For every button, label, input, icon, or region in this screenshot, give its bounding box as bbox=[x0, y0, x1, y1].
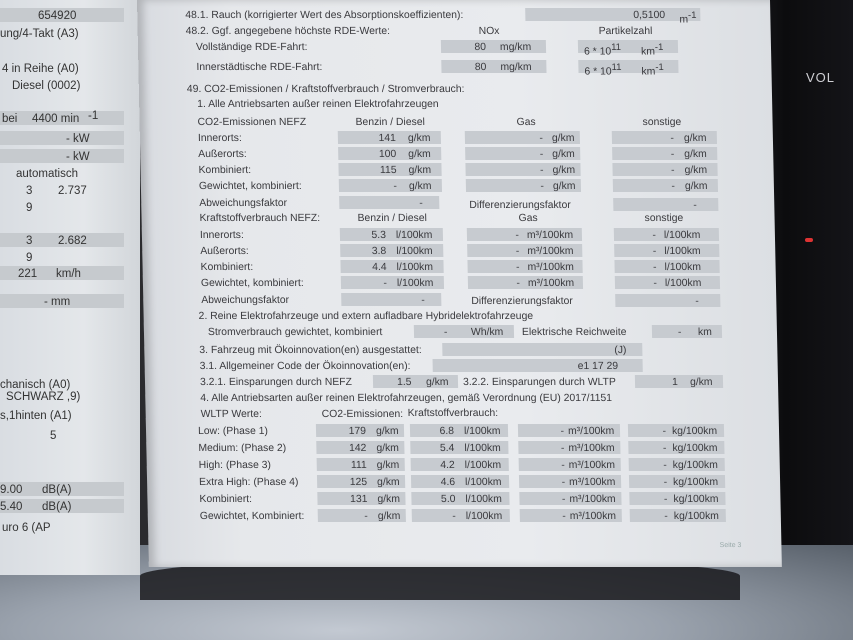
left-page-text: ung/4-Takt (A3) bbox=[0, 28, 79, 40]
kv-sonstige-unit: l/100km bbox=[664, 278, 702, 289]
co2-gas-value: - bbox=[539, 133, 544, 144]
left-page-text: dB(A) bbox=[42, 484, 72, 496]
abweichungsfaktor-2-label: Abweichungsfaktor bbox=[201, 295, 290, 306]
field-shade bbox=[525, 8, 700, 21]
kv-sonstige-unit: l/100km bbox=[664, 262, 702, 273]
left-page-text: 3 bbox=[26, 235, 33, 247]
kv-sonstige-value: - bbox=[653, 278, 658, 289]
wltp-co2-value: 111 bbox=[350, 460, 367, 471]
left-page-text: s,1hinten (A1) bbox=[0, 410, 72, 422]
wltp-gas-value: - bbox=[561, 460, 565, 471]
kv-benzin-value: - bbox=[383, 278, 388, 289]
rde-full-nox-value: 80 bbox=[474, 42, 487, 53]
co2-benzin-value: - bbox=[393, 181, 398, 192]
differenzierungsfaktor-1-label: Differenzierungsfaktor bbox=[469, 200, 571, 211]
wltp-h2-unit: kg/100km bbox=[673, 494, 719, 505]
differenzierungsfaktor-1-value: - bbox=[693, 200, 697, 211]
co2-sonstige-unit: g/km bbox=[684, 165, 708, 176]
item-3-2-1-label: 3.2.1. Einsparungen durch NEFZ bbox=[199, 377, 353, 388]
co2-gas-value: - bbox=[539, 149, 544, 160]
left-page-text: 2.682 bbox=[58, 235, 87, 247]
left-page-text: -1 bbox=[88, 110, 99, 122]
wltp-h2-unit: kg/100km bbox=[672, 443, 718, 454]
field-shade bbox=[341, 293, 441, 306]
co2-gas-unit: g/km bbox=[552, 149, 575, 160]
wltp-co2-value: 131 bbox=[350, 494, 368, 505]
wltp-gas-unit: m³/100km bbox=[569, 494, 616, 505]
item-49-1-label: 1. Alle Antriebsarten außer reinen Elektrofahrzeugen bbox=[197, 99, 439, 110]
co2-gas-unit: g/km bbox=[552, 181, 576, 192]
wltp-row-label: Low: (Phase 1) bbox=[197, 426, 269, 437]
rde-full-nox-unit: mg/km bbox=[499, 42, 532, 53]
left-page bbox=[0, 0, 140, 575]
volume-label: VOL bbox=[806, 70, 836, 85]
kv-row-label: Außerorts: bbox=[200, 246, 249, 257]
kv-benzin-unit: l/100km bbox=[396, 278, 434, 289]
left-page-text: 5.40 bbox=[0, 501, 23, 513]
wltp-kv-value: 6.8 bbox=[439, 426, 455, 437]
abweichungsfaktor-2-value: - bbox=[421, 295, 425, 306]
co2-sonstige-unit: g/km bbox=[684, 149, 707, 160]
kv-row-label: Innerorts: bbox=[199, 230, 244, 241]
left-page-text: 3 bbox=[26, 185, 33, 197]
kv-gas-value: - bbox=[515, 246, 520, 257]
stromverbrauch-label: Stromverbrauch gewichtet, kombiniert bbox=[207, 327, 383, 338]
co2-benzin-unit: g/km bbox=[408, 165, 432, 176]
reichweite-unit: km bbox=[697, 327, 712, 338]
co2-row-label: Gewichtet, kombiniert: bbox=[198, 181, 302, 192]
rde-city-label: Innerstädtische RDE-Fahrt: bbox=[196, 62, 323, 73]
co2-sonstige-value: - bbox=[670, 149, 675, 160]
wltp-h2-value: - bbox=[664, 511, 668, 522]
col-sonstige-2: sonstige bbox=[644, 213, 684, 224]
left-page-text: Diesel (0002) bbox=[12, 80, 81, 92]
left-page-text: - kW bbox=[66, 151, 90, 163]
wltp-gas-unit: m³/100km bbox=[568, 460, 616, 471]
wltp-co2-unit: g/km bbox=[376, 460, 400, 471]
co2-nefz-heading: CO2-Emissionen NEFZ bbox=[197, 117, 307, 128]
rde-full-label: Vollständige RDE-Fahrt: bbox=[195, 42, 308, 53]
col-gas: Gas bbox=[516, 117, 536, 128]
wltp-h2-value: - bbox=[663, 494, 668, 505]
field-shade bbox=[339, 196, 439, 209]
item-3-2-1-value: 1.5 bbox=[396, 377, 412, 388]
item-48-1-value: 0,5100 bbox=[633, 10, 666, 21]
left-page-text: automatisch bbox=[16, 168, 79, 180]
wltp-kv-unit: l/100km bbox=[464, 460, 502, 471]
left-page-text: 4400 min bbox=[32, 113, 80, 125]
col-benzin-diesel-2: Benzin / Diesel bbox=[357, 213, 428, 224]
wltp-gas-value: - bbox=[561, 494, 566, 505]
co2-benzin-unit: g/km bbox=[408, 149, 431, 160]
co2-gas-unit: g/km bbox=[552, 165, 576, 176]
item-3-1-value: e1 17 29 bbox=[577, 361, 619, 372]
kv-row-label: Kombiniert: bbox=[200, 262, 254, 273]
item-3-2-1-unit: g/km bbox=[425, 377, 449, 388]
col-benzin-diesel: Benzin / Diesel bbox=[355, 117, 425, 128]
left-page-text: 5 bbox=[50, 430, 57, 442]
rde-city-pz-value: $6 * 10^{11}$ bbox=[584, 62, 622, 78]
wltp-co2-value: 142 bbox=[348, 443, 367, 454]
field-shade bbox=[615, 294, 720, 307]
wltp-co2-heading: CO2-Emissionen: bbox=[321, 409, 404, 420]
left-page-text: 4 in Reihe (A0) bbox=[2, 63, 79, 75]
wltp-kv-unit: l/100km bbox=[464, 443, 501, 454]
col-gas-2: Gas bbox=[518, 213, 538, 224]
wltp-kv-unit: l/100km bbox=[465, 494, 502, 505]
kv-gas-value: - bbox=[515, 230, 520, 241]
left-page-text: - kW bbox=[66, 133, 90, 145]
left-page-text: 2.737 bbox=[58, 185, 87, 197]
wltp-kv-unit: l/100km bbox=[465, 511, 503, 522]
differenzierungsfaktor-2-label: Differenzierungsfaktor bbox=[471, 296, 573, 307]
co2-row-label: Außerorts: bbox=[198, 149, 247, 160]
kv-gas-value: - bbox=[516, 262, 520, 273]
wltp-gas-value: - bbox=[562, 511, 566, 522]
kv-row-label: Gewichtet, kombiniert: bbox=[200, 278, 304, 289]
indicator-light bbox=[805, 238, 813, 242]
wltp-row-label: Extra High: (Phase 4) bbox=[198, 477, 299, 488]
wltp-heading: WLTP Werte: bbox=[200, 409, 263, 420]
item-48-2-label: 48.2. Ggf. angegebene höchste RDE-Werte: bbox=[185, 26, 391, 37]
item-4-label: 4. Alle Antriebsarten außer reinen Elektrofahrzeugen, gemäß Verordnung (EU) 2017/1151 bbox=[200, 393, 613, 404]
wltp-h2-unit: kg/100km bbox=[672, 460, 718, 471]
rde-city-nox-value: 80 bbox=[474, 62, 487, 73]
co2-sonstige-value: - bbox=[671, 181, 676, 192]
wltp-co2-unit: g/km bbox=[377, 511, 401, 522]
rde-full-pz-value: $6 * 10^{11}$ bbox=[583, 42, 622, 58]
wltp-kv-value: 5.4 bbox=[439, 443, 455, 454]
item-48-1-label: 48.1. Rauch (korrigierter Wert des Absorptionskoeffizienten): bbox=[185, 10, 464, 21]
left-page-text: 9 bbox=[26, 202, 33, 214]
co2-gas-value: - bbox=[540, 181, 545, 192]
kv-nefz-heading: Kraftstoffverbrauch NEFZ: bbox=[199, 213, 321, 224]
wltp-h2-value: - bbox=[663, 477, 668, 488]
co2-benzin-value: 115 bbox=[379, 165, 397, 176]
wltp-co2-value: 125 bbox=[349, 477, 368, 488]
left-page-text: 221 bbox=[18, 268, 38, 280]
kv-sonstige-value: - bbox=[652, 230, 657, 241]
item-3-1-label: 3.1. Allgemeiner Code der Ökoinnovation(en): bbox=[199, 361, 411, 372]
left-page-text: - mm bbox=[44, 296, 71, 308]
wltp-gas-value: - bbox=[560, 426, 565, 437]
wltp-kv-value: 5.0 bbox=[440, 494, 456, 505]
kv-gas-unit: m³/100km bbox=[527, 262, 574, 273]
reichweite-label: Elektrische Reichweite bbox=[521, 327, 627, 338]
left-page-text: bei bbox=[2, 113, 18, 125]
wltp-h2-value: - bbox=[662, 426, 667, 437]
wltp-gas-unit: m³/100km bbox=[569, 511, 617, 522]
co2-gas-unit: g/km bbox=[551, 133, 575, 144]
wltp-gas-value: - bbox=[561, 477, 566, 488]
kv-benzin-value: 3.8 bbox=[371, 246, 387, 257]
kv-benzin-unit: l/100km bbox=[395, 230, 433, 241]
kv-sonstige-unit: l/100km bbox=[664, 246, 701, 257]
wltp-gas-unit: m³/100km bbox=[568, 477, 616, 488]
kv-gas-unit: m³/100km bbox=[527, 278, 575, 289]
rde-city-nox-unit: mg/km bbox=[500, 62, 532, 73]
abweichungsfaktor-1-label: Abweichungsfaktor bbox=[199, 198, 288, 209]
co2-benzin-value: 141 bbox=[378, 133, 397, 144]
wltp-h2-unit: kg/100km bbox=[671, 426, 718, 437]
left-page-text: uro 6 (AP bbox=[2, 522, 51, 534]
kv-benzin-value: 4.4 bbox=[372, 262, 387, 273]
wltp-gas-unit: m³/100km bbox=[568, 443, 615, 454]
field-shade bbox=[613, 198, 718, 211]
wltp-kv-value: 4.6 bbox=[440, 477, 456, 488]
item-3-value: (J) bbox=[614, 345, 627, 356]
kv-benzin-unit: l/100km bbox=[396, 262, 434, 273]
page-number: Seite 3 bbox=[719, 542, 742, 549]
left-page-text: km/h bbox=[56, 268, 81, 280]
kv-sonstige-value: - bbox=[652, 246, 657, 257]
wltp-row-label: Medium: (Phase 2) bbox=[198, 443, 287, 454]
differenzierungsfaktor-2-value: - bbox=[695, 296, 699, 307]
field-shade bbox=[442, 343, 642, 356]
left-page-text: 9.00 bbox=[0, 484, 23, 496]
left-page-text: 654920 bbox=[38, 10, 77, 22]
left-page-text: dB(A) bbox=[42, 501, 72, 513]
wltp-kv-unit: l/100km bbox=[463, 426, 501, 437]
item-49-label: 49. CO2-Emissionen / Kraftstoffverbrauch / Stromverbrauch: bbox=[186, 84, 465, 95]
wltp-gas-value: - bbox=[560, 443, 565, 454]
wltp-co2-value: - bbox=[364, 511, 368, 522]
kv-benzin-unit: l/100km bbox=[396, 246, 433, 257]
kv-sonstige-unit: l/100km bbox=[663, 230, 701, 241]
item-3-2-2-unit: g/km bbox=[689, 377, 713, 388]
co2-row-label: Kombiniert: bbox=[198, 165, 252, 176]
kv-sonstige-value: - bbox=[653, 262, 657, 273]
wltp-h2-unit: kg/100km bbox=[673, 511, 719, 522]
wltp-gas-unit: m³/100km bbox=[567, 426, 615, 437]
kv-gas-value: - bbox=[516, 278, 521, 289]
reichweite-value: - bbox=[677, 327, 682, 338]
co2-sonstige-value: - bbox=[670, 165, 675, 176]
field-shade bbox=[0, 149, 124, 163]
wltp-h2-value: - bbox=[662, 443, 667, 454]
co2-gas-value: - bbox=[539, 165, 544, 176]
col-sonstige: sonstige bbox=[642, 117, 682, 128]
co2-benzin-value: 100 bbox=[378, 149, 397, 160]
wltp-row-label: Gewichtet, Kombiniert: bbox=[199, 511, 305, 522]
wltp-row-label: Kombiniert: bbox=[199, 494, 253, 505]
left-page-text: chanisch (A0) bbox=[0, 379, 71, 391]
co2-sonstige-unit: g/km bbox=[684, 181, 708, 192]
kv-benzin-value: 5.3 bbox=[371, 230, 387, 241]
field-shade bbox=[0, 131, 124, 145]
kv-gas-unit: m³/100km bbox=[526, 230, 574, 241]
wltp-co2-unit: g/km bbox=[376, 443, 400, 454]
wltp-h2-unit: kg/100km bbox=[672, 477, 719, 488]
co2-benzin-unit: g/km bbox=[407, 133, 431, 144]
wltp-row-label: High: (Phase 3) bbox=[198, 460, 272, 471]
wltp-co2-unit: g/km bbox=[375, 426, 399, 437]
rde-city-pz-unit: $km^{-1}$ bbox=[641, 62, 664, 78]
wltp-kv-unit: l/100km bbox=[464, 477, 502, 488]
co2-row-label: Innerorts: bbox=[197, 133, 242, 144]
partikelzahl-header: Partikelzahl bbox=[598, 26, 653, 37]
left-page-text: 9 bbox=[26, 252, 33, 264]
wltp-co2-unit: g/km bbox=[377, 494, 401, 505]
rde-full-pz-unit: $km^{-1}$ bbox=[640, 42, 664, 58]
co2-benzin-unit: g/km bbox=[408, 181, 432, 192]
kv-gas-unit: m³/100km bbox=[527, 246, 574, 257]
wltp-co2-unit: g/km bbox=[376, 477, 400, 488]
item-3-label: 3. Fahrzeug mit Ökoinnovation(en) ausgestattet: bbox=[199, 345, 422, 356]
stromverbrauch-value: - bbox=[443, 327, 448, 338]
abweichungsfaktor-1-value: - bbox=[419, 198, 423, 209]
item-3-2-2-label: 3.2.2. Einsparungen durch WLTP bbox=[462, 377, 617, 388]
item-3-2-2-value: 1 bbox=[671, 377, 678, 388]
item-48-1-unit: $m^{-1}$ bbox=[679, 10, 697, 26]
item-2-label: 2. Reine Elektrofahrzeuge und extern aufladbare Hybridelektrofahrzeuge bbox=[198, 311, 534, 322]
wltp-co2-value: 179 bbox=[348, 426, 367, 437]
wltp-h2-value: - bbox=[663, 460, 667, 471]
left-page-text: SCHWARZ ,9) bbox=[6, 391, 81, 403]
co2-sonstige-value: - bbox=[670, 133, 675, 144]
wltp-kv-value: 4.2 bbox=[440, 460, 455, 471]
wltp-kv-value: - bbox=[452, 511, 456, 522]
wltp-kv-heading: Kraftstoffverbrauch: bbox=[407, 408, 499, 419]
nox-header: NOx bbox=[478, 26, 500, 37]
stromverbrauch-unit: Wh/km bbox=[470, 327, 504, 338]
co2-sonstige-unit: g/km bbox=[683, 133, 707, 144]
coc-document-page bbox=[137, 0, 782, 567]
